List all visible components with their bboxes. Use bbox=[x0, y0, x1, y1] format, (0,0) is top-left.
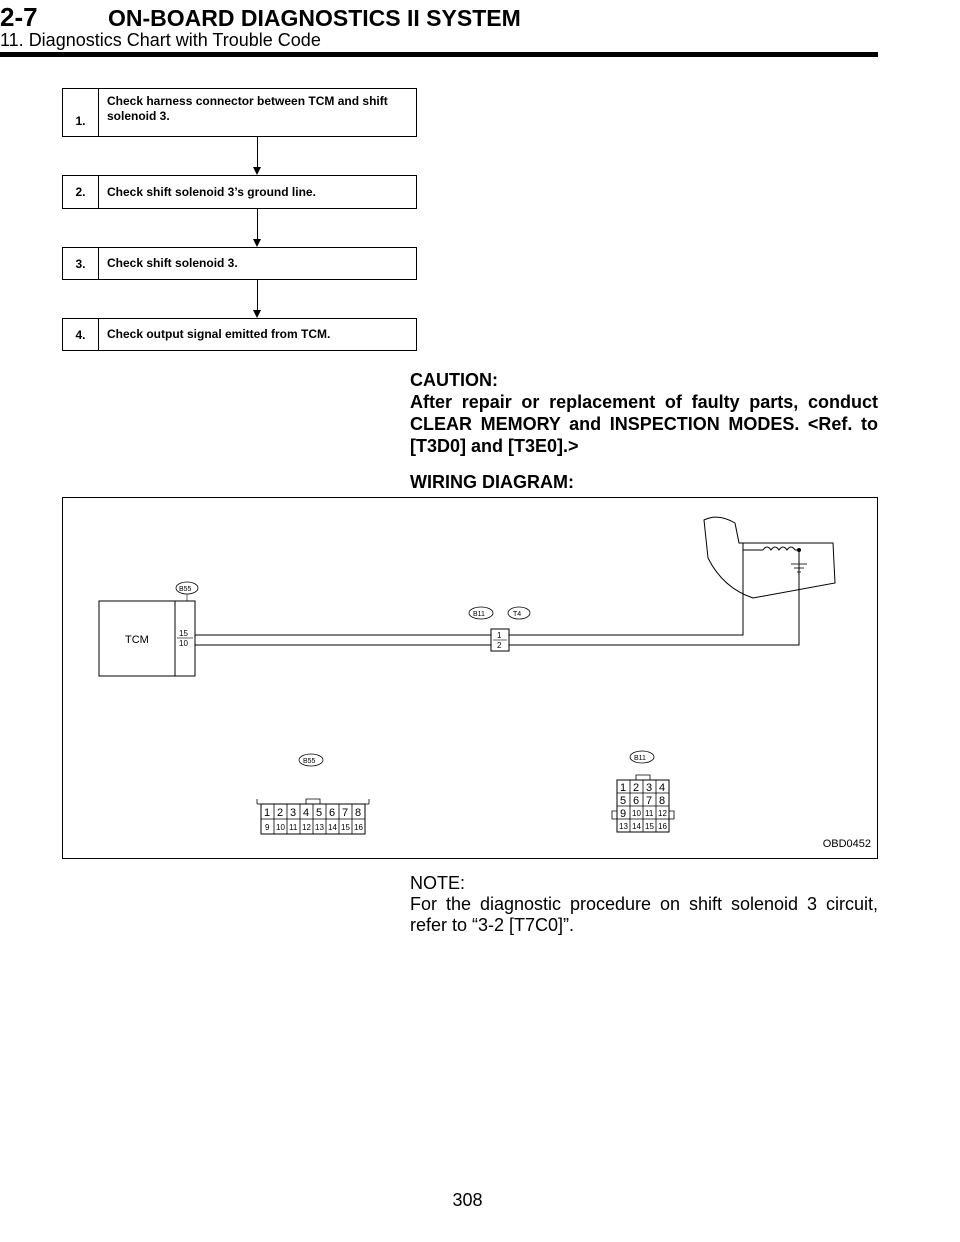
step-number: 4. bbox=[63, 319, 99, 350]
b11-pin: 6 bbox=[633, 795, 640, 807]
b11-pin: 8 bbox=[659, 795, 666, 807]
wiring-diagram-svg bbox=[63, 498, 877, 858]
b11-pin: 10 bbox=[632, 809, 641, 818]
step-text: Check harness connector between TCM and shift solenoid 3. bbox=[107, 94, 388, 123]
b55-pin: 13 bbox=[315, 823, 324, 832]
b55-pin: 2 bbox=[277, 807, 284, 819]
connector-face-b55 bbox=[257, 799, 369, 834]
connector-tag-label: B55 bbox=[179, 586, 192, 593]
step-number: 2. bbox=[63, 176, 99, 208]
arrow-down-icon bbox=[253, 167, 261, 175]
wiring-heading: WIRING DIAGRAM: bbox=[410, 472, 574, 492]
step-text: Check shift solenoid 3’s ground line. bbox=[107, 184, 316, 199]
b11-pin: 12 bbox=[658, 809, 667, 818]
header-rule bbox=[0, 52, 878, 57]
note-block bbox=[410, 873, 878, 936]
connector-tag-label: T4 bbox=[513, 611, 522, 618]
b55-pin: 10 bbox=[276, 823, 285, 832]
b55-pin: 11 bbox=[289, 823, 298, 832]
b11-pin: 14 bbox=[632, 822, 641, 831]
tcm-label: TCM bbox=[125, 634, 149, 646]
b55-pin: 9 bbox=[265, 823, 270, 832]
b55-pin: 16 bbox=[354, 823, 363, 832]
step-number: 3. bbox=[63, 248, 99, 279]
page-number: 308 bbox=[452, 1190, 483, 1210]
wiring-diagram bbox=[62, 497, 878, 859]
page-subtitle: 11. Diagnostics Chart with Trouble Code bbox=[0, 30, 321, 50]
b11-pin: 4 bbox=[659, 782, 666, 794]
connector-tag-label: B55 bbox=[303, 758, 316, 765]
solenoid-coil-icon bbox=[763, 547, 795, 550]
b55-pin: 15 bbox=[341, 823, 350, 832]
diagram-code: OBD0452 bbox=[822, 838, 871, 850]
flow-step-4 bbox=[62, 318, 417, 351]
flow-arrow bbox=[257, 280, 258, 310]
b55-pin: 1 bbox=[264, 807, 271, 819]
b11-pin: 11 bbox=[645, 809, 654, 818]
junction-dot bbox=[797, 548, 801, 552]
step-number: 1. bbox=[63, 89, 99, 136]
b55-pin: 6 bbox=[329, 807, 336, 819]
b11-pin: 16 bbox=[658, 822, 667, 831]
mid-pin-label: 2 bbox=[497, 641, 502, 650]
flow-step-2 bbox=[62, 175, 417, 209]
flow-arrow bbox=[257, 137, 258, 167]
b11-pin: 1 bbox=[620, 782, 627, 794]
b11-pin: 7 bbox=[646, 795, 653, 807]
flow-step-3 bbox=[62, 247, 417, 280]
caution-body: After repair or replacement of faulty parts, conduct CLEAR MEMORY and INSPECTION MODES. <Ref. to [T3D0] and [T3E0].> bbox=[410, 392, 878, 456]
connector-tag-label: B11 bbox=[473, 611, 485, 618]
tcm-pin-label: 15 bbox=[179, 629, 188, 638]
step-text: Check shift solenoid 3. bbox=[107, 256, 238, 270]
flow-step-1 bbox=[62, 88, 417, 137]
b11-pin: 2 bbox=[633, 782, 640, 794]
b11-pin: 5 bbox=[620, 795, 627, 807]
b55-pin: 12 bbox=[302, 823, 311, 832]
note-body: For the diagnostic procedure on shift solenoid 3 circuit, refer to “3-2 [T7C0]”. bbox=[410, 894, 878, 935]
caution-heading: CAUTION: bbox=[410, 370, 498, 390]
note-heading: NOTE: bbox=[410, 873, 466, 893]
b11-pin: 13 bbox=[619, 822, 628, 831]
connector-tag-label: B11 bbox=[634, 755, 646, 762]
caution-block bbox=[410, 369, 878, 457]
b55-pin: 5 bbox=[316, 807, 323, 819]
arrow-down-icon bbox=[253, 310, 261, 318]
b55-pin: 4 bbox=[303, 807, 310, 819]
b55-pin: 3 bbox=[290, 807, 297, 819]
b55-pin: 14 bbox=[328, 823, 337, 832]
page-title: ON-BOARD DIAGNOSTICS II SYSTEM bbox=[108, 5, 521, 31]
flow-arrow bbox=[257, 209, 258, 239]
tcm-pin-label: 10 bbox=[179, 639, 188, 648]
b11-pin: 9 bbox=[620, 808, 627, 820]
arrow-down-icon bbox=[253, 239, 261, 247]
b55-pin: 8 bbox=[355, 807, 362, 819]
b11-pin: 3 bbox=[646, 782, 653, 794]
mid-pin-label: 1 bbox=[497, 631, 502, 640]
wire-signal bbox=[195, 543, 743, 635]
transmission-housing bbox=[704, 517, 835, 598]
section-number: 2-7 bbox=[0, 2, 38, 32]
step-text: Check output signal emitted from TCM. bbox=[107, 327, 331, 341]
b55-pin: 7 bbox=[342, 807, 349, 819]
b11-pin: 15 bbox=[645, 822, 654, 831]
